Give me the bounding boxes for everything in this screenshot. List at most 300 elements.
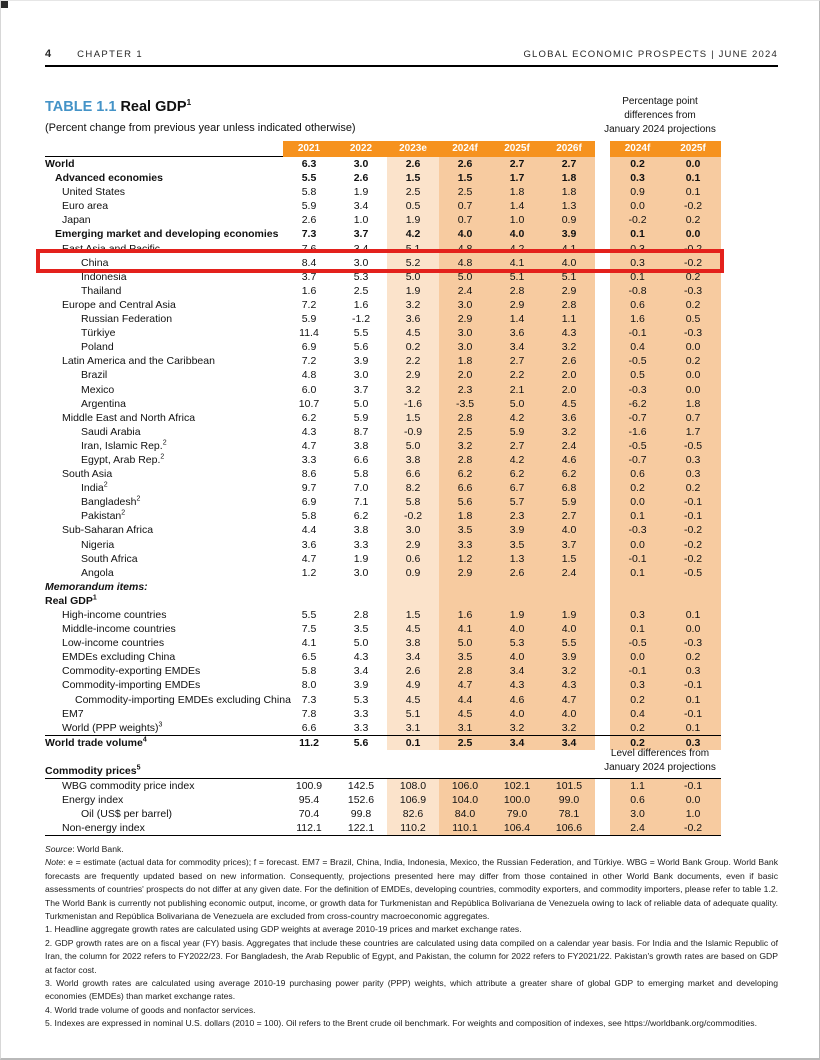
cell-diff-value: 0.4 (610, 707, 665, 721)
column-gap (595, 779, 610, 794)
cell-value: 1.2 (301, 566, 317, 579)
cell-value: 2.3 (439, 383, 491, 397)
cell-value: 3.7 (301, 270, 317, 283)
cell-diff-value: -0.1 (665, 779, 721, 794)
cell-value: 7.8 (301, 707, 317, 720)
cell-value: 3.8 (387, 453, 439, 467)
cell-diff-value: -0.1 (665, 509, 721, 523)
cell-diff-value: 1.8 (665, 397, 721, 411)
cell-value: 3.7 (353, 383, 369, 396)
cell-value: 8.6 (301, 468, 317, 481)
column-gap (595, 664, 610, 678)
cell-value: 2.6 (353, 172, 369, 185)
cell-diff-value: 2.4 (610, 821, 665, 836)
row-label: Middle East and North Africa (62, 411, 196, 424)
table-row (45, 467, 721, 481)
cell-diff-value: 0.2 (665, 650, 721, 664)
cell-value: 5.6 (335, 735, 387, 750)
cell-value: 5.8 (301, 665, 317, 678)
row-label: Indonesia (81, 270, 127, 283)
column-gap (595, 509, 610, 523)
table-row (45, 481, 721, 495)
commodity-table (45, 764, 721, 836)
table-row (45, 227, 721, 241)
cell-value: 4.4 (301, 524, 317, 537)
row-label-superscript: 2 (136, 495, 141, 503)
table-number-label: TABLE 1.1 (45, 99, 117, 115)
column-gap (595, 636, 610, 650)
cell-diff-value: 0.3 (610, 242, 665, 256)
row-label: Commodity-exporting EMDEs (62, 665, 201, 678)
cell-value: 0.9 (387, 566, 439, 580)
cell-value: 5.7 (491, 495, 543, 509)
cell-value: 78.1 (543, 807, 595, 821)
cell-value: 6.6 (353, 453, 369, 466)
diff-column-header: 2024f (610, 141, 665, 157)
cell-diff-value: -0.5 (665, 439, 721, 453)
cell-diff-value: -0.2 (665, 256, 721, 270)
table-row (45, 495, 721, 509)
year-column-header: 2025f (491, 141, 543, 157)
cell-diff-value: 0.2 (610, 735, 665, 750)
column-header-row (45, 141, 721, 157)
cell-diff-value: 0.3 (610, 171, 665, 185)
cell-value: 2.9 (387, 368, 439, 382)
cell-value: 1.2 (439, 552, 491, 566)
cell-value: 6.8 (543, 481, 595, 495)
cell-value: 2.8 (491, 284, 543, 298)
table-row (45, 340, 721, 354)
cell-diff-value: -0.3 (610, 523, 665, 537)
header-rule (45, 65, 778, 67)
row-label: Low-income countries (62, 637, 165, 650)
table-row (45, 622, 721, 636)
row-label-superscript: 2 (160, 453, 165, 461)
cell-diff-value: 1.0 (665, 807, 721, 821)
row-label: Thailand (81, 284, 122, 297)
cell-value: 3.5 (439, 650, 491, 664)
cell-value: 4.3 (353, 651, 369, 664)
cell-value: 11.2 (283, 735, 335, 750)
cell-value: 5.8 (387, 495, 439, 509)
table-row (45, 368, 721, 382)
table-row (45, 509, 721, 523)
cell-value: 2.5 (439, 185, 491, 199)
page-number: 4 (45, 48, 52, 60)
cell-value: 8.2 (387, 481, 439, 495)
numbered-footnote: 5. Indexes are expressed in nominal U.S. dollars (2010 = 100). Oil refers to the Brent crude oil benchmark. For weights and composition of indexes, see https://worldbank.org/commodities. (45, 1018, 757, 1029)
table-row (45, 242, 721, 256)
cell-value: 5.9 (491, 425, 543, 439)
cell-diff-value: 1.6 (610, 312, 665, 326)
row-label: Europe and Central Asia (62, 298, 176, 311)
row-label: Advanced economies (55, 172, 163, 185)
cell-diff-value: 0.2 (665, 481, 721, 495)
cell-diff-value: 0.0 (665, 157, 721, 172)
cell-diff-value: 0.5 (665, 312, 721, 326)
cell-value: 3.4 (353, 200, 369, 213)
cell-value (387, 594, 439, 608)
cell-value: 2.9 (439, 566, 491, 580)
table-title: Real GDP (120, 99, 187, 115)
table-row (45, 779, 721, 794)
cell-value: 1.4 (491, 199, 543, 213)
row-label: Emerging market and developing economies (55, 228, 279, 241)
cell-value: 10.7 (298, 397, 320, 410)
cell-value: 5.3 (353, 270, 369, 283)
cell-value: 0.5 (387, 199, 439, 213)
cell-value: 2.7 (491, 354, 543, 368)
cell-value: 2.0 (439, 368, 491, 382)
cell-value: 2.6 (387, 664, 439, 678)
cell-value: 1.5 (543, 552, 595, 566)
column-gap (595, 213, 610, 227)
cell-value: 5.5 (353, 327, 369, 340)
cell-value: 2.9 (387, 538, 439, 552)
cell-value: 7.2 (301, 355, 317, 368)
cell-value: 8.0 (301, 679, 317, 692)
cell-value: 3.2 (387, 298, 439, 312)
cell-diff-value: -0.1 (665, 707, 721, 721)
note-label: Note (45, 857, 64, 868)
commodities-url[interactable]: https://worldbank.org/commodities (624, 1018, 755, 1029)
row-label: High-income countries (62, 609, 167, 621)
cell-value: 0.2 (387, 340, 439, 354)
cell-value: 1.6 (439, 608, 491, 622)
table-row (45, 580, 721, 594)
row-label: Commodity prices$^5$ (45, 764, 283, 779)
row-label-header (45, 141, 283, 157)
cell-diff-value: 0.2 (610, 481, 665, 495)
cell-diff-value: -0.5 (610, 439, 665, 453)
row-label-superscript: 2 (121, 509, 126, 517)
cell-value: 1.6 (353, 298, 369, 311)
cell-value: 3.6 (491, 326, 543, 340)
column-gap (595, 793, 610, 807)
cell-value: 4.0 (491, 622, 543, 636)
cell-value: 2.4 (543, 566, 595, 580)
cell-value: 1.3 (491, 552, 543, 566)
cell-value: 3.0 (439, 340, 491, 354)
cell-value: 4.0 (439, 227, 491, 241)
cell-value: 3.4 (543, 735, 595, 750)
cell-value (543, 580, 595, 594)
row-label: Iran, Islamic Rep.$^2$ (81, 439, 167, 452)
cell-value: 5.8 (301, 186, 317, 199)
cell-value: 1.6 (301, 284, 317, 297)
table-row (45, 439, 721, 453)
cell-diff-value: 0.1 (665, 608, 721, 622)
row-label: Real GDP$^1$ (45, 594, 97, 607)
row-label: Egypt, Arab Rep.$^2$ (81, 453, 165, 466)
row-label: World (PPP weights)$^3$ (62, 721, 163, 734)
column-gap (595, 141, 610, 157)
cell-value: 3.5 (439, 523, 491, 537)
cell-value: 82.6 (387, 807, 439, 821)
row-label: World (45, 158, 75, 170)
row-label: EMDEs excluding China (62, 651, 176, 664)
cell-value: 3.0 (439, 326, 491, 340)
row-label: Memorandum items: (45, 580, 148, 593)
cell-value (387, 580, 439, 594)
column-gap (595, 467, 610, 481)
cell-value: 2.7 (491, 439, 543, 453)
cell-value: 4.0 (491, 707, 543, 721)
cell-value: 99.0 (543, 793, 595, 807)
cell-value: 6.2 (301, 411, 317, 424)
cell-diff-value: 0.2 (665, 354, 721, 368)
column-gap (595, 650, 610, 664)
cell-value: 4.5 (439, 707, 491, 721)
year-column-header: 2022 (335, 141, 387, 157)
cell-value: 4.1 (491, 256, 543, 270)
cell-value: 3.2 (439, 439, 491, 453)
cell-diff-value: -0.2 (665, 552, 721, 566)
cell-value: 3.1 (387, 721, 439, 736)
cell-value: 4.2 (491, 242, 543, 256)
cell-value: 6.6 (439, 481, 491, 495)
cell-value: 5.1 (491, 270, 543, 284)
table-row (45, 566, 721, 580)
year-column-header: 2023e (387, 141, 439, 157)
cell-value: 4.0 (543, 256, 595, 270)
cell-value: 0.9 (543, 213, 595, 227)
cell-value: 4.7 (543, 693, 595, 707)
cell-value: 152.6 (347, 794, 375, 807)
cell-diff-value: 0.6 (610, 467, 665, 481)
cell-diff-value: 0.3 (665, 664, 721, 678)
cell-value: 79.0 (491, 807, 543, 821)
cell-value: 3.6 (543, 411, 595, 425)
cell-value: 3.7 (543, 538, 595, 552)
cell-value: 3.9 (491, 523, 543, 537)
cell-diff-value: 0.3 (610, 608, 665, 622)
cell-value: 2.8 (439, 411, 491, 425)
cell-value: 3.0 (353, 157, 369, 170)
cell-diff-value: 0.4 (610, 340, 665, 354)
cell-value: 2.7 (543, 509, 595, 523)
cell-value: 6.9 (301, 341, 317, 354)
table-row (45, 552, 721, 566)
cell-value: 6.9 (301, 496, 317, 509)
cell-value: 1.9 (491, 608, 543, 622)
row-label: United States (62, 186, 126, 199)
cell-value: 2.0 (543, 383, 595, 397)
row-label: Argentina (81, 397, 126, 410)
cell-diff-value (665, 580, 721, 594)
column-gap (595, 594, 610, 608)
row-label: Middle-income countries (62, 623, 176, 636)
cell-diff-value: -0.2 (665, 821, 721, 836)
cell-value: 4.0 (543, 622, 595, 636)
cell-value: 1.3 (543, 199, 595, 213)
cell-value: 4.0 (491, 227, 543, 241)
column-gap (595, 326, 610, 340)
cell-value: 5.9 (301, 313, 317, 326)
cell-diff-value: 0.0 (610, 495, 665, 509)
cell-value: 1.8 (543, 185, 595, 199)
row-label: Sub-Saharan Africa (62, 524, 154, 537)
cell-value: 2.5 (439, 735, 491, 750)
cell-value: 4.0 (491, 650, 543, 664)
cell-value: 2.4 (543, 439, 595, 453)
cell-value: 7.6 (301, 242, 317, 255)
cell-value: 1.9 (387, 284, 439, 298)
cell-value: 1.8 (439, 509, 491, 523)
cell-value: 1.5 (439, 171, 491, 185)
column-gap (595, 495, 610, 509)
source-line: Source: World Bank. (45, 844, 124, 854)
cell-value: 5.0 (353, 397, 369, 410)
cell-diff-value: -0.7 (610, 453, 665, 467)
cell-diff-value (610, 764, 665, 779)
table-row (45, 523, 721, 537)
cell-value: 84.0 (439, 807, 491, 821)
cell-value: 2.5 (387, 185, 439, 199)
column-gap (595, 242, 610, 256)
table-subtitle: (Percent change from previous year unless indicated otherwise) (45, 122, 356, 134)
cell-value: 106.0 (439, 779, 491, 794)
cell-value: 4.2 (387, 227, 439, 241)
cell-value: 5.5 (301, 609, 317, 621)
table-row (45, 538, 721, 552)
cell-value: 4.9 (387, 678, 439, 692)
column-gap (595, 298, 610, 312)
cell-value: 100.0 (491, 793, 543, 807)
cell-value (543, 764, 595, 779)
cell-value: 5.0 (387, 439, 439, 453)
cell-value: 6.2 (353, 510, 369, 523)
table-title-block (45, 99, 191, 115)
cell-value: 6.5 (301, 651, 317, 664)
row-label: WBG commodity price index (62, 780, 195, 793)
cell-diff-value: -0.3 (610, 383, 665, 397)
cell-value: 4.6 (543, 453, 595, 467)
cell-value: 2.8 (543, 298, 595, 312)
cell-value: 3.9 (353, 355, 369, 368)
table-row (45, 312, 721, 326)
cell-value: 2.7 (543, 157, 595, 172)
cell-value: 4.0 (543, 523, 595, 537)
cell-value: 95.4 (298, 794, 320, 807)
cell-value (439, 594, 491, 608)
table-row (45, 270, 721, 284)
cell-diff-value: -6.2 (610, 397, 665, 411)
cell-value: 3.7 (353, 228, 369, 241)
column-gap (595, 693, 610, 707)
cell-diff-value: -1.6 (610, 425, 665, 439)
cell-diff-value: -0.2 (665, 538, 721, 552)
cell-value (491, 764, 543, 779)
cell-value: 7.0 (353, 482, 369, 495)
table-row (45, 213, 721, 227)
row-label-superscript: 4 (142, 736, 147, 744)
cell-diff-value: 0.6 (610, 793, 665, 807)
row-label: Japan (62, 214, 91, 227)
cell-value: 0.7 (439, 199, 491, 213)
cell-diff-value: 0.1 (610, 270, 665, 284)
cell-value: 4.3 (301, 425, 317, 438)
row-label-superscript: 2 (103, 481, 108, 489)
cell-value: 2.5 (353, 284, 369, 297)
cell-diff-value: -0.3 (665, 326, 721, 340)
column-gap (595, 227, 610, 241)
cell-value: 2.1 (491, 383, 543, 397)
cell-value (283, 594, 335, 608)
cell-value (491, 580, 543, 594)
column-gap (595, 383, 610, 397)
cell-value: 110.2 (387, 821, 439, 836)
column-gap (595, 764, 610, 779)
cell-value: 7.3 (301, 228, 317, 241)
cell-value: 1.1 (543, 312, 595, 326)
cell-value: 4.2 (491, 453, 543, 467)
publication-title: GLOBAL ECONOMIC PROSPECTS | JUNE 2024 (523, 49, 778, 60)
table-row (45, 397, 721, 411)
cell-value: 4.2 (491, 411, 543, 425)
cell-diff-value: 0.2 (610, 693, 665, 707)
cell-value: 5.9 (353, 411, 369, 424)
cell-value: 108.0 (387, 779, 439, 794)
column-gap (595, 552, 610, 566)
column-gap (595, 270, 610, 284)
row-label: China (81, 256, 109, 269)
year-column-header: 2021 (283, 141, 335, 157)
cell-value: 6.2 (439, 467, 491, 481)
numbered-footnote: 3. World growth rates are calculated using average 2010-19 purchasing power parity (PPP) weights, which attribute a greater share of global GDP to emerging market and developing economies (EMDEs) than market exchange rates. (45, 978, 778, 1002)
row-label: Energy index (62, 794, 124, 807)
cell-diff-value: 0.2 (665, 270, 721, 284)
row-label: South Africa (81, 552, 138, 565)
cell-value: 4.1 (301, 637, 317, 650)
table-row-highlighted (45, 256, 721, 270)
cell-value: 5.2 (387, 256, 439, 270)
cell-value: 7.5 (301, 623, 317, 636)
cell-value: -0.2 (387, 509, 439, 523)
cell-value: 3.3 (301, 453, 317, 466)
cell-diff-value: 0.0 (610, 538, 665, 552)
table-row (45, 636, 721, 650)
cell-diff-value: 0.3 (610, 256, 665, 270)
cell-value: 5.0 (353, 637, 369, 650)
column-gap (595, 481, 610, 495)
cell-diff-value: -0.1 (665, 495, 721, 509)
cell-value: 112.1 (283, 821, 335, 836)
cell-value (387, 764, 439, 779)
cell-diff-value: 0.3 (610, 678, 665, 692)
cell-value: 9.7 (301, 482, 317, 495)
cell-value: -0.9 (387, 425, 439, 439)
cell-value: 3.8 (353, 439, 369, 452)
row-label: Euro area (62, 200, 109, 213)
cell-value (543, 594, 595, 608)
source-label: Source (45, 844, 73, 854)
cell-value: 3.3 (353, 721, 369, 734)
cell-value (491, 594, 543, 608)
cell-value: 1.0 (353, 214, 369, 227)
cell-value: 0.6 (387, 552, 439, 566)
cell-value: -1.6 (387, 397, 439, 411)
cell-diff-value: 0.0 (665, 340, 721, 354)
cell-value: 110.1 (439, 821, 491, 836)
cell-value: 4.8 (439, 256, 491, 270)
cell-value: 7.3 (301, 693, 317, 706)
cell-value: 122.1 (335, 821, 387, 836)
cell-value: 1.9 (543, 608, 595, 622)
cell-value: 5.0 (439, 270, 491, 284)
cell-value: 2.5 (439, 425, 491, 439)
pp-diff-line: January 2024 projections (604, 124, 716, 135)
